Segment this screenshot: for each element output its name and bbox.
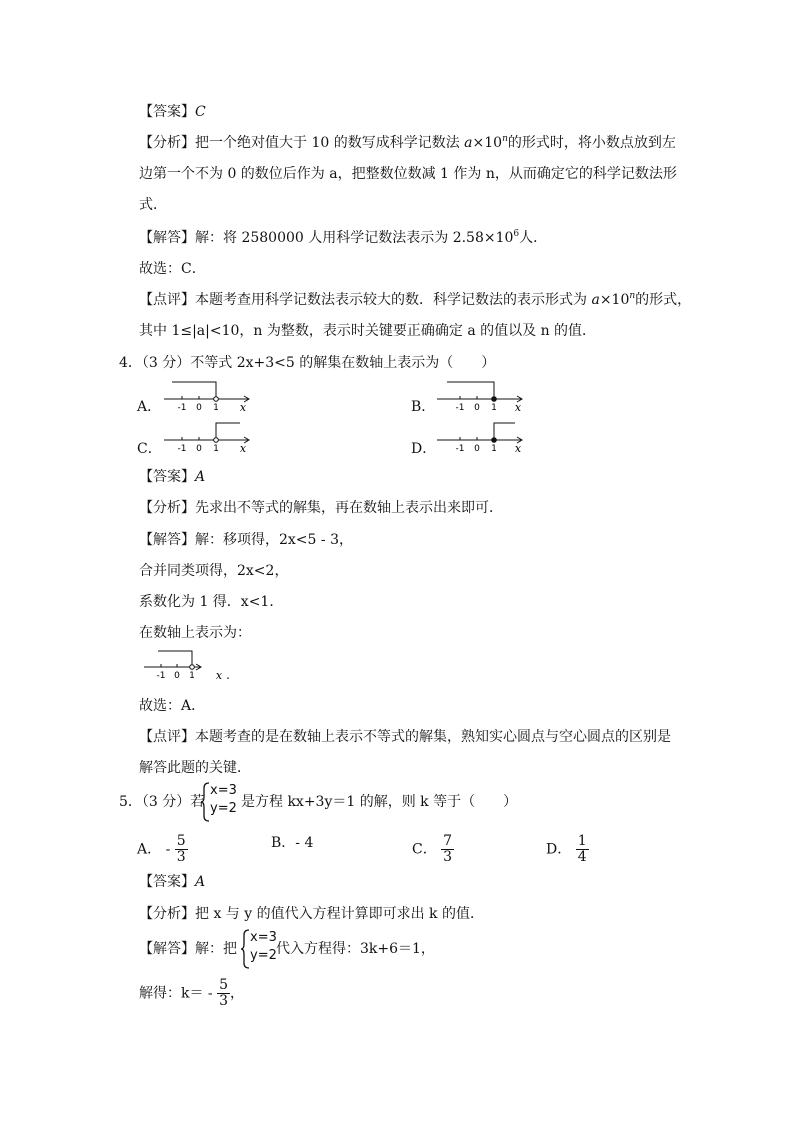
option-fraction	[175, 834, 188, 865]
q5-solution-suffix: 代入方程得：3k+6＝1，	[276, 941, 435, 957]
q4-option-c-letter[interactable]: C．	[137, 441, 162, 457]
tick-label: -1	[177, 444, 187, 454]
q4-option-b-letter[interactable]: B．	[411, 399, 436, 415]
period: .	[226, 668, 230, 682]
q5-stem-prefix: 5．（3 分）若	[119, 794, 205, 810]
tick-label: -1	[455, 403, 465, 413]
q5-option-a[interactable]	[137, 834, 188, 865]
q3-comment-line2: 其中 1≤|a|<10，n 为整数，表示时关键要正确确定 a 的值以及 n 的值．	[139, 323, 597, 339]
analysis-text: 的形式时，将小数点放到左	[507, 135, 676, 151]
tick-label: 0	[474, 444, 480, 454]
q4-option-c-numberline[interactable]	[160, 419, 260, 457]
option-sign: -	[165, 841, 171, 858]
tick-label: 1	[491, 403, 497, 413]
solution-tag: 【解答】	[139, 532, 195, 548]
comment-text: 的形式，	[635, 292, 692, 308]
system-row-1: x=3	[250, 930, 277, 945]
solution-unit: 人．	[519, 230, 548, 246]
q5-equation-system	[200, 782, 246, 822]
q3-analysis-line2: 边第一个不为 0 的数位后作为 a，把整数位数减 1 作为 n，从而确定它的科学记数法形	[139, 166, 677, 182]
sci-times: ×10	[599, 292, 630, 308]
q4-stem: 4．（3 分）不等式 2x+3<5 的解集在数轴上表示为（ ）	[119, 355, 496, 371]
denominator: 3	[443, 849, 453, 865]
system-rows	[210, 782, 237, 818]
axis-label: x	[239, 401, 247, 414]
tick-label: 1	[213, 403, 219, 413]
analysis-tag: 【分析】	[139, 135, 195, 151]
brace-icon	[200, 782, 210, 822]
comment-text: 本题考查的是在数轴上表示不等式的解集，熟知实心圆点与空心圆点的区别是	[195, 729, 671, 745]
comment-tag: 【点评】	[139, 729, 195, 745]
option-letter: A．	[137, 841, 162, 858]
sci-a: a	[591, 292, 600, 308]
sci-a: a	[464, 135, 473, 151]
numerator: 7	[443, 833, 453, 849]
numerator: 5	[176, 833, 186, 849]
solution-tag: 【解答】	[139, 230, 195, 246]
axis-label: x	[215, 669, 223, 682]
numerator: 5	[219, 977, 229, 993]
tick-label: 1	[491, 444, 497, 454]
option-letter: B．	[271, 835, 296, 851]
tick-label: -1	[156, 671, 166, 681]
tick-label: 0	[174, 671, 180, 681]
comment-tag: 【点评】	[139, 292, 195, 308]
q3-comment-line1	[139, 291, 691, 309]
q3-solution-line	[139, 229, 547, 247]
brace-icon	[240, 929, 250, 969]
q5-result-line	[139, 978, 244, 1009]
denominator: 3	[176, 849, 186, 865]
answer-tag: 【答案】	[139, 874, 195, 890]
analysis-tag: 【分析】	[139, 500, 195, 516]
tick-label: 0	[196, 444, 202, 454]
q4-option-a-letter[interactable]: A．	[137, 399, 162, 415]
result-text: 解得：k＝ -	[139, 985, 213, 1002]
answer-tag: 【答案】	[139, 104, 195, 120]
option-value: - 4	[295, 835, 314, 851]
answer-value: A	[195, 469, 206, 485]
q4-comment-line1	[139, 728, 671, 746]
q5-analysis-line	[139, 905, 484, 923]
q5-solution-prefix	[139, 940, 237, 958]
tick-label: -1	[455, 444, 465, 454]
q4-choose: 故选：A．	[139, 698, 206, 714]
q4-solution-line1	[139, 531, 353, 549]
analysis-text: 把 x 与 y 的值代入方程计算即可求出 k 的值．	[195, 906, 484, 922]
solution-text: 解：移项得，2x<5 - 3，	[195, 532, 353, 548]
solution-tag: 【解答】	[139, 941, 195, 957]
q3-analysis-line3: 式．	[139, 197, 167, 213]
denominator: 3	[219, 993, 229, 1009]
q5-answer-line	[139, 873, 205, 891]
q4-comment-line2: 解答此题的关键．	[139, 760, 251, 776]
q4-solution-line3: 系数化为 1 得．x<1．	[139, 594, 284, 610]
answer-value: C	[195, 104, 206, 120]
option-letter: D．	[546, 841, 572, 858]
analysis-text: 先求出不等式的解集，再在数轴上表示出来即可．	[195, 500, 503, 516]
q5-stem-suffix: 是方程 kx+3y＝1 的解，则 k 等于（ ）	[241, 794, 518, 810]
q4-option-a-numberline[interactable]	[160, 378, 260, 416]
q4-solution-numberline	[140, 646, 240, 684]
q3-answer-line	[139, 103, 206, 121]
tick-label: 0	[474, 403, 480, 413]
solution-text: 解：将 2580000 人用科学记数法表示为 2.58×10	[195, 230, 514, 246]
option-fraction	[576, 834, 589, 865]
tick-label: 0	[196, 403, 202, 413]
q4-option-d-letter[interactable]: D．	[411, 441, 437, 457]
axis-label: x	[514, 401, 522, 414]
system-rows	[250, 929, 277, 965]
analysis-tag: 【分析】	[139, 906, 195, 922]
q5-option-c[interactable]	[412, 834, 454, 865]
q3-choose: 故选：C．	[139, 261, 206, 277]
tick-label: 1	[189, 671, 195, 681]
q4-solution-line2: 合并同类项得，2x<2，	[139, 563, 289, 579]
q4-option-b-numberline[interactable]	[433, 378, 533, 416]
answer-value: A	[195, 874, 206, 890]
sci-n: n	[502, 134, 508, 144]
answer-tag: 【答案】	[139, 469, 195, 485]
system-row-2: y=2	[250, 948, 277, 963]
result-end: ，	[230, 985, 245, 1002]
q4-analysis-line	[139, 499, 503, 517]
numerator: 1	[577, 833, 587, 849]
solution-exponent: 6	[513, 229, 520, 239]
q4-answer-line	[139, 468, 205, 486]
q5-option-b[interactable]	[271, 834, 313, 852]
axis-label: x	[239, 442, 247, 455]
system-row-2: y=2	[210, 801, 237, 816]
q4-option-d-numberline[interactable]	[433, 419, 533, 457]
denominator: 4	[577, 849, 587, 865]
system-row-1: x=3	[210, 783, 237, 798]
q4-solution-line4: 在数轴上表示为：	[139, 625, 251, 641]
solution-text: 解：把	[195, 941, 237, 957]
q5-option-d[interactable]	[546, 834, 589, 865]
analysis-text: 把一个绝对值大于 10 的数写成科学记数法	[195, 135, 465, 151]
comment-text: 本题考查用科学记数法表示较大的数．科学记数法的表示形式为	[195, 292, 592, 308]
option-letter: C．	[412, 841, 437, 858]
option-fraction	[441, 834, 454, 865]
result-fraction	[217, 978, 230, 1009]
q3-analysis-line1	[139, 134, 676, 152]
tick-label: 1	[213, 444, 219, 454]
axis-label: x	[514, 442, 522, 455]
sci-times: ×10	[472, 135, 503, 151]
sci-n: n	[629, 291, 636, 301]
tick-label: -1	[177, 403, 187, 413]
